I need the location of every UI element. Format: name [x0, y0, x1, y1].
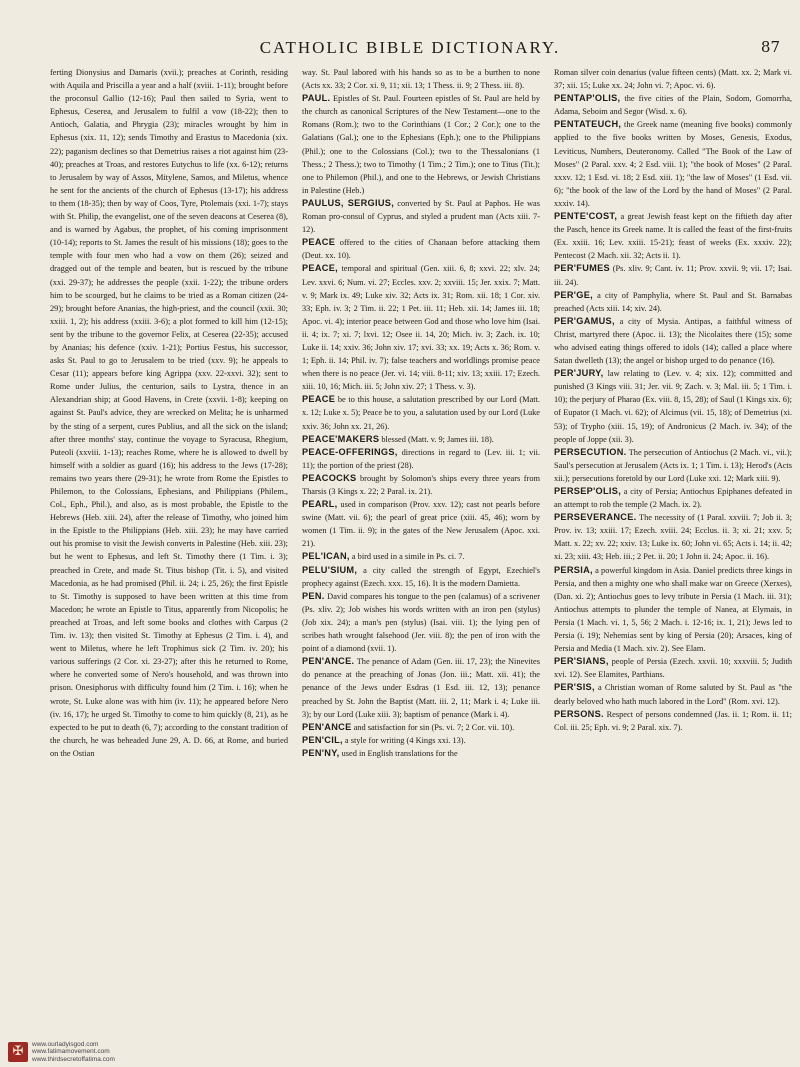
dictionary-entry: [554, 367, 792, 446]
dictionary-entry: [302, 590, 540, 655]
entry-text: a city of Pamphylia, where St. Paul and St. Barnabas preached (Acts xiii. 14; xiv. 24).: [554, 290, 792, 313]
column-middle: [302, 66, 540, 1026]
entry-text: The necessity of (1 Paral. xxviii. 7; Job ii. 3; Prov. iv. 13; xxiii. 17; Ezech. xviii. 24; Ecclus. ii. 3; xi. 21; xxv. 5; Matt. x. 22; xv. 22; xxiv. 13; Luke ix. 60; John vi. 65; Acts i. 14; ii. 42; xi. 23; xiii. 43; Heb. iii.; 2 Pet. ii. 20; 1 John ii. 24; Apoc. ii. 16).: [554, 513, 792, 562]
entry-headword: PEACE,: [302, 263, 339, 274]
entry-headword: PEARL,: [302, 499, 338, 510]
entry-headword: PELU'SIUM,: [302, 564, 358, 575]
dictionary-entry: [302, 734, 540, 747]
entry-headword: PEN'CIL,: [302, 734, 343, 745]
entry-text: temporal and spiritual (Gen. xiii. 6, 8; xxvi. 22; xlv. 24; Lev. xxvi. 6; Num. vi. 27; Eccles. xxv. 2; xxviii. 15; Jer. xxix. 7; Matt. v. 9; Mark ix. 49; Luke xiv. 32; Acts ix. 31; Rom. xii. 18; 1 Cor. xiv. 33; Eph. iv. 3; 2 Tim. ii. 22; 1 Pet. iii. 11; Heb. xii. 14; James iii. 18; Apoc. vi. 4); interior peace between God and those who love him (Isai. ii. 4; ix. 7; xi. 7; lxvi. 12; Osee ii. 14, 20; Mich. iv. 3; Zach. ix. 10; Luke ii. 14; xxiv. 36; John xiv. 17; xvi. 33; xx. 19; Acts x. 36; Rom. v. 1; Eph. ii. 14; Phil. iv. 7); false teachers and worldlings promise peace when there is no peace (Jer. vi. 14; viii. 8-11; xiv. 13; xxiii. 17; Ezech. xiii. 10, 16; Mich. iii. 5; John xiv. 27; 1 Thess. v. 3).: [302, 264, 540, 392]
dictionary-entry: [302, 747, 540, 760]
entry-text: directions in regard to (Lev. iii. 1; vii. 11); the portion of the priest (28).: [302, 447, 540, 470]
entry-text: a city called the strength of Egypt, Ezechiel's prophecy against (Ezech. xxx. 15, 16). It is the modern Damietta.: [302, 565, 540, 588]
entry-headword: PER'JURY,: [554, 368, 604, 379]
entry-text: blessed (Matt. v. 9; James iii. 18).: [379, 434, 494, 444]
dictionary-entry: [302, 498, 540, 550]
entry-text: law relating to (Lev. v. 4; xix. 12); committed and punished (3 Kings viii. 31; Jer. vii. 9; Zach. v. 3; Mal. iii. 5; 1 Tim. i. 10); the perjury of Pharao (Ex. viii. 8, 15, 28); of Saul (1 Kings xix. 6); of Eupator (1 Mach. vi. 62); of Alcimus (vii. 15, 18); of Demetrius (xi. 53); of Trypho (xiii. 15, 19); of Andronicus (2 Mach. iv. 34); of the people of Joppe (xii. 3).: [554, 369, 792, 444]
entry-text: a city of Mysia. Antipas, a faithful witness of Christ, martyred there (Apoc. ii. 13); the Nicolaites there (15); some who advised eating things offered to idols (14); called a place where Satan dwelleth (13); the angel or bishop urged to do penance (16).: [554, 316, 792, 366]
dictionary-entry: [554, 511, 792, 563]
dictionary-entry: [554, 655, 792, 681]
dictionary-entry: [302, 472, 540, 498]
footer-urls: [32, 1041, 115, 1064]
entry-text: ferting Dionysius and Damaris (xvii.); preaches at Corinth, residing with Aquila and Priscilla a year and a half (xviii. 1-11); brought before the proconsul Gallio (12-16); Paul then sailed to Syria, went to Ephesus, Ceserea, and Jerusalem to fulfil a vow (18-22); then to Antioch, Galatia, and Phrygia (23); miracles wrought by him in Ephesus (xix. 11, 12); sends Timothy and Erastus to Macedonia (xix. 22); paganism declines so that Demetrius raises a riot against him (23-40); preaches at Troas, and restores Eutychus to life (xx. 6-12); returns to Jerusalem by way of Assos, Mitylene, Samos, and Miletus, whence he sent for the ancients of the church of Ephesus (13-17); his address to them (18-35); then by way of Coos, Tyre, Ptolemais (xxi. 1-7); stays with St. Philip, the evangelist, one of the seven deacons at Ceserea (8), and is warned by Agabus, the prophet, of his coming imprisonment (10-14); reports to St. James the result of his missions (18); goes to the temple with four men who had a vow on them (26); seized and dragged out of the temple and beaten, but is rescued by the tribune (xxi. 29-37); he addresses the people (xxii. 1-22); the tribune orders him to be scourged, but he claims to be tried as a Roman citizen (24-29); brought before Ananias, the high-priest, and the council (xxii. 30; xxiii. 1, 2); his address (xxiii. 3-6); a plot formed to kill him (12-15); sent by the tribune to the governor Felix, at Ceserea (22-35); accused by Ananias; his defence (xxiv. 1-21); Portius Festus, his successor, asks St. Paul to go to Jerusalem to be tried (xxv. 9); he appeals to Cesar (11); appears before king Agrippa (xxv. 22-xxvi. 32); sent to Rome under Julius, the centurion, sails to Lystra, thence in an Alexandrian ship; at Good Havens, in Crete (xxvii. 1-8); keeping on against St. Paul's advice, they are wrecked on Melita; he is unharmed by the sting of a serpent, cures Publius, and all the sick on the island; after three months' stay, continue the voyage to Syracusa, Rhegium, Puteoli (xxviii. 1-13); reaches Rome, where he is allowed to dwell by himself with a soldier as guard (16); his address to the Jews (17-28); remains two years there (29-31); he wrote from Rome the Epistles to Philemon, to the Colossians, Ephesians, and Philippians (Philem., Col., Eph., Phil.), and also, as is most probable, the Epistle to the Hebrews (Heb. xiii. 24), after the release of Timothy, who joined him in the Epistle to the Philippians (Heb. xiii. 23); he may have carried out his promise to visit the Jewish converts in Palestine (Heb. xiii. 23); but he went to Ephesus, and left St. Timothy there (1 Tim. i. 3); preached in Crete, and made St. Titus bishop (Tit. i. 5), and visited Macedonia, as he had promised (Phil. ii. 24; i. 25, 26); the first Epistle to St. Timothy is supposed to have been written at this time from Macedon; he wrote an Epistle to Titus, apparently from Nicopolis; he preached at Troas, and left some books and clothes with Carpus (2 Tim. iv. 13); then visited St. Timothy at Ephesus (2 Tim. i. 4), and went to Miletus, where he left Trophimus sick (2 Tim. iv. 20); his various sufferings (2 Cor. xi. 23-27); after this he returned to Rome, where he converted some of Nero's household, and was thrown into prison. Onesiphorus with difficulty found him (2 Tim. i. 16); when he wrote, St. Luke alone was with him (iv. 11); he appeared before Nero (iv. 16, 17); he urged St. Timothy to come to him quickly (8, 21), as he expected to be put to death (6, 7); according to the constant tradition of the church, he was beheaded June 29, A. D. 66, at Rome, and buried on the Ostian: [50, 68, 288, 758]
entry-headword: PERSONS.: [554, 708, 604, 719]
dictionary-entry: [302, 66, 540, 92]
dictionary-entry: [554, 118, 792, 210]
dictionary-entry: [554, 315, 792, 367]
entry-text: people of Persia (Ezech. xxvii. 10; xxxviii. 5; Judith xvi. 12). See Elamites, Parthians.: [554, 657, 792, 680]
entry-headword: PEACE'MAKERS: [302, 433, 380, 444]
dictionary-entry: [302, 721, 540, 734]
dictionary-entry: [302, 236, 540, 262]
dictionary-entry: [302, 655, 540, 720]
entry-text: David compares his tongue to the pen (calamus) of a scrivener (Ps. xliv. 2); Job wishes his words written with an iron pen (stylus) (Job xix. 24); a man's pen (stylus) (Isai. viii. 1); the lying pen of scribes hath wrought falsehood (Jer. viii. 8); the pen of iron with the point of a diamond (xvii. 1).: [302, 591, 540, 654]
entry-headword: PER'GAMUS,: [554, 315, 615, 326]
entry-text: a Christian woman of Rome saluted by St. Paul as "the dearly beloved who hath much labored in the Lord" (Rom. xvi. 12).: [554, 683, 792, 706]
page-number: 87: [760, 38, 780, 56]
entry-headword: PEACE: [302, 394, 336, 405]
entry-headword: PENTAP'OLIS,: [554, 93, 621, 104]
entry-text: Roman silver coin denarius (value fifteen cents) (Matt. xx. 2; Mark vi. 37; xii. 15; Luke xx. 24; John vi. 7; Apoc. vi. 6).: [554, 68, 792, 91]
dictionary-entry: [554, 92, 792, 118]
entry-text: converted by St. Paul at Paphos. He was Roman pro-consul of Cyprus, and styled a prudent man (Acts xiii. 7-12).: [302, 198, 540, 235]
column-left: [50, 66, 288, 1026]
footer: [8, 1041, 115, 1064]
entry-headword: PEN'ANCE.: [302, 656, 355, 667]
entry-headword: PENTATEUCH,: [554, 119, 622, 130]
entry-headword: PEN.: [302, 590, 325, 601]
dictionary-entry: [554, 708, 792, 734]
dictionary-entry: [302, 262, 540, 393]
dictionary-entry: [554, 446, 792, 485]
dictionary-entry: [554, 681, 792, 707]
entry-text: the five cities of the Plain, Sodom, Gomorrha, Adama, Seboim and Segor (Wisd. x. 6).: [554, 94, 792, 117]
entry-headword: PEACE-OFFERINGS,: [302, 446, 398, 457]
entry-headword: PERSECUTION.: [554, 446, 627, 457]
entry-headword: PEACE: [302, 237, 336, 248]
entry-text: Epistles of St. Paul. Fourteen epistles of St. Paul are held by the church as canonical Scriptures of the New Testament—one to the Romans (Rom.); two to the Corinthians (1 Cor.; 2 Cor.); one to the Galatians (Gal.); one to the Ephesians (Eph.); one to the Philippians (Phil.); one to the Colossians (Col.); two to the Thessalonians (1 Thess.; 2 Thess.); two to Timothy (1 Tim.; 2 Tim.); one to Titus (Tit.); one to Philemon (Phil.), and one to the Hebrews, or Jewish Christians in Palestine (Heb.): [302, 94, 540, 195]
entry-text: be to this house, a salutation prescribed by our Lord (Matt. x. 12; Luke x. 5); Peace be to you, a salutation used by our Lord (Luke xxiv. 36; John xx. 21, 26).: [302, 395, 540, 431]
dictionary-entry: [554, 485, 792, 511]
entry-headword: PENTE'COST,: [554, 211, 618, 222]
entry-headword: PER'GE,: [554, 289, 594, 300]
entry-text: a style for writing (4 Kings xxi. 13).: [342, 735, 466, 745]
dictionary-entry: [302, 92, 540, 197]
entry-headword: PAUL.: [302, 93, 331, 104]
dictionary-entry: [302, 564, 540, 590]
column-right: [554, 66, 792, 1026]
footer-url[interactable]: www.fatimamovement.com: [32, 1048, 110, 1055]
entry-text: way. St. Paul labored with his hands so as to be a burthen to none (Acts xx. 33; 2 Cor. xi. 9, 11; xii. 13; 1 Thess. ii. 9; 2 Thess. iii. 8).: [302, 68, 540, 91]
entry-text: the Greek name (meaning five books) commonly applied to the five books written by Moses, Genesis, Exodus, Leviticus, Numbers, Deuteronomy. Called "The Book of the Law of Moses" (2 Paral. xxv. 4; 2 Esd. viii. 1); "the book of Moses" (2 Paral. xxxv. 12; 1 Esd. vi. 18; 2 Esd. xiii. 1); "the law of Moses" (1 Esd. vii. 6); "the book of the law of the Lord by the hand of Moses" (2 Paral. xxxiv. 14).: [554, 120, 792, 208]
entry-text: and satisfaction for sin (Ps. vi. 7; 2 Cor. vii. 10).: [351, 722, 515, 732]
entry-text: brought by Solomon's ships every three years from Tharsis (3 Kings x. 22; 2 Paral. ix. 21).: [302, 473, 540, 496]
entry-headword: PERSEP'OLIS,: [554, 486, 622, 496]
dictionary-entry: [554, 289, 792, 315]
entry-text: (Ps. xliv. 9; Cant. iv. 11; Prov. xxvii. 9; vii. 17; Isai. iii. 24).: [554, 264, 792, 287]
dictionary-entry: [50, 66, 288, 760]
dictionary-entry: [554, 262, 792, 288]
entry-headword: PER'SIS,: [554, 682, 595, 693]
entry-headword: PEN'NY,: [302, 747, 340, 758]
entry-text: The penance of Adam (Gen. iii. 17, 23); the Ninevites do penance at the preaching of Jonas (Jon. iii.; Matt. xii. 41); the penance of the Jews under Esdras (1 Esd. iii. 12, 13); penance preached by St. John the Baptist (Matt. iii. 2, 11; Mark i. 4; Luke iii. 3); by our Lord (Luke xiii. 3); baptism of penance (Mark i. 4).: [302, 657, 540, 719]
entry-text: used in English translations for the: [339, 748, 458, 758]
entry-text: offered to the cities of Chanaan before attacking them (Deut. xx. 10).: [302, 238, 540, 261]
entry-headword: PEACOCKS: [302, 472, 357, 483]
dictionary-entry: [302, 393, 540, 432]
footer-url[interactable]: www.thirdsecretoffatima.com: [32, 1055, 115, 1063]
entry-headword: PERSEVERANCE.: [554, 512, 637, 523]
entry-text: Respect of persons condemned (Jas. ii. 1; Rom. ii. 11; Col. iii. 25; Eph. vi. 9; 2 Paral. xix. 7).: [554, 709, 792, 732]
entry-text: used in comparison (Prov. xxv. 12); cast not pearls before swine (Matt. vii. 6); the pearl of great price (xiii. 45, 46); worn by women (1 Tim. ii. 9); in the gates of the New Jerusalem (Apoc. xxi. 21).: [302, 500, 540, 549]
entry-headword: PER'FUMES: [554, 263, 610, 274]
dictionary-entry: [302, 433, 540, 446]
entry-text: a powerful kingdom in Asia. Daniel predicts three kings in Persia, and then a mighty one who shall make war on Greece (Xerxes), (Dan. xi. 2); Antiochus goes to levy tribute in Persia (1 Mach. iii. 31); Antiochus attempts to plunder the temple of Nanea, at Elymais, in Persia (1 Mach. vi. 1, 5, 56; 2 Mach. i. 12-16; ix. 1, 21); Jews led to Persia (i. 19); Nehemias sent by king of Persia (20); Arsaces, king of Persia and Media (1 Mach. xiv. 2). See Elam.: [554, 565, 792, 654]
dictionary-entry: [554, 564, 792, 656]
dictionary-entry: [554, 210, 792, 262]
entry-headword: PERSIA,: [554, 564, 593, 575]
footer-url[interactable]: www.ourladyisgod.com: [32, 1040, 99, 1048]
entry-headword: PEL'ICAN,: [302, 551, 350, 562]
entry-text: The persecution of Antiochus (2 Mach. vi., vii.); Saul's persecution at Jerusalem (Acts ix. 1; 1 Tim. i. 13); Herod's (Acts xii.); persecutions foretold by our Lord (Luke xxi. 12; Mark xiii. 9).: [554, 447, 792, 483]
dictionary-columns: [50, 66, 792, 1026]
entry-headword: PER'SIANS,: [554, 656, 609, 667]
cross-logo-icon: ✠: [8, 1042, 28, 1062]
entry-headword: PAULUS, SERGIUS,: [302, 197, 395, 208]
entry-text: a city of Persia; Antiochus Epiphanes defeated in an attempt to rob the temple (2 Mach. ix. 2).: [554, 487, 792, 510]
entry-headword: PEN'ANCE: [302, 721, 352, 732]
running-title: CATHOLIC BIBLE DICTIONARY.: [259, 38, 561, 57]
dictionary-entry: [302, 550, 540, 563]
page-header: [40, 38, 780, 62]
dictionary-entry: [302, 197, 540, 236]
dictionary-entry: [302, 446, 540, 472]
dictionary-entry: [554, 66, 792, 92]
entry-text: a bird used in a simile in Ps. ci. 7.: [349, 552, 465, 562]
entry-text: a great Jewish feast kept on the fiftieth day after the Pasch, hence its Greek name. It is called the feast of the first-fruits (Ex. xxiii. 16; Lev. xxiii. 15-21); feast of weeks (Ex. xxxiv. 22); Pentecost (2 Mach. xii. 32; Acts ii. 1).: [554, 212, 792, 261]
